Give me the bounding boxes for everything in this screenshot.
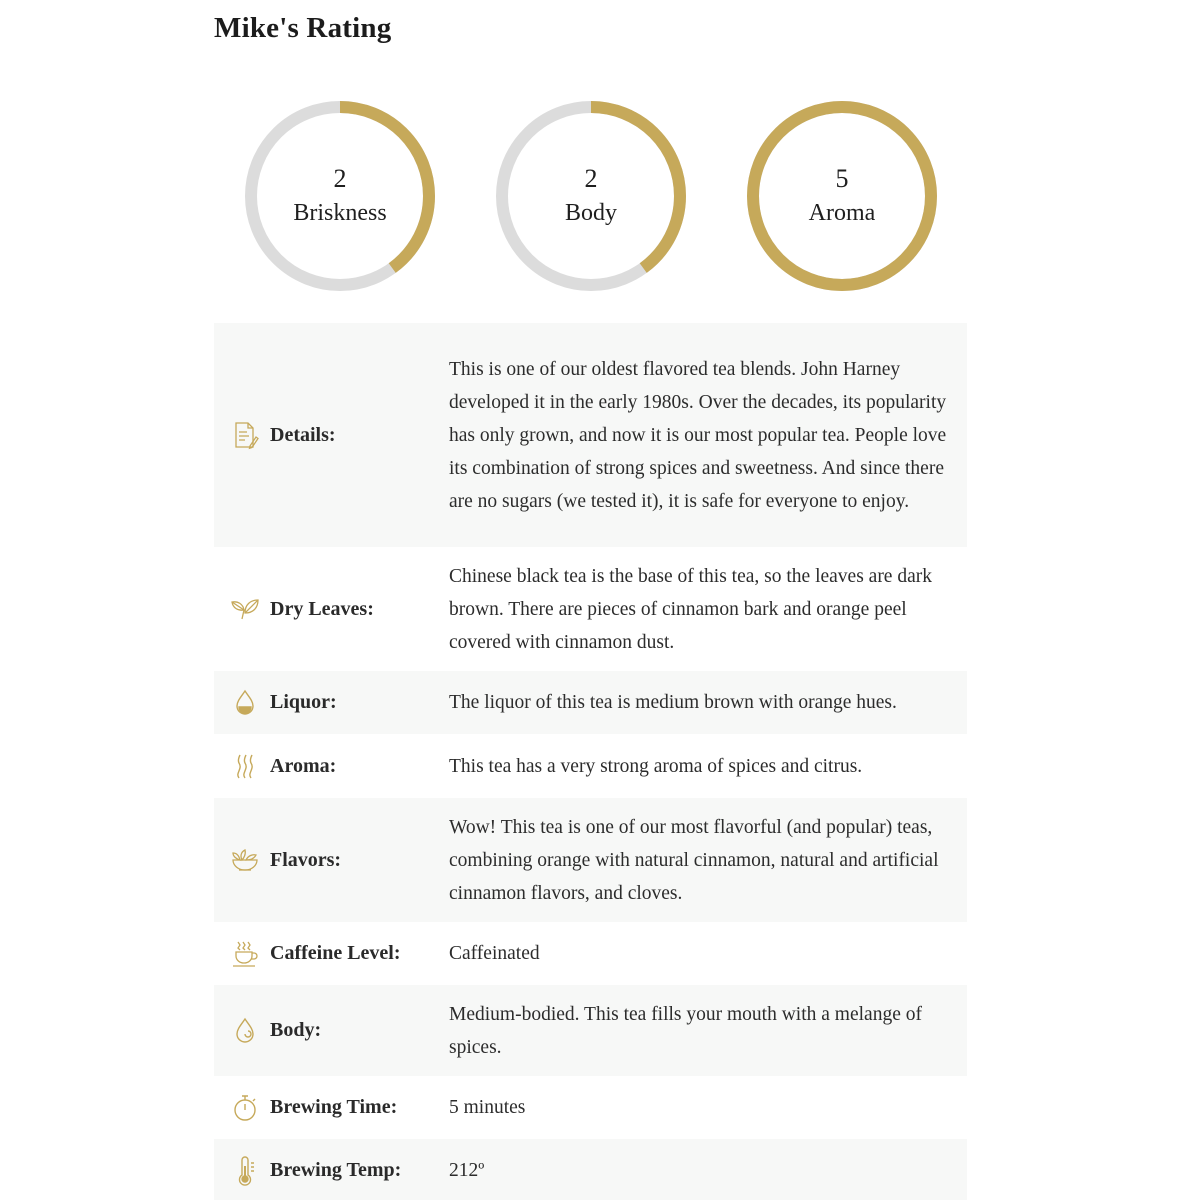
aroma-waves-icon: [228, 749, 262, 783]
detail-row-aroma: [214, 734, 967, 798]
page-title: Mike's Rating: [214, 12, 392, 44]
detail-text: 5 minutes: [449, 1097, 526, 1118]
detail-label: Caffeine Level:: [270, 942, 401, 964]
stopwatch-icon: [228, 1091, 262, 1125]
gauge-briskness: [244, 100, 436, 292]
detail-label: Brewing Time:: [270, 1096, 398, 1118]
gauge-value: 5: [835, 164, 849, 193]
gauge-value: 2: [584, 164, 598, 193]
gauge-value: 2: [333, 164, 347, 193]
detail-text: This tea has a very strong aroma of spices and citrus.: [449, 755, 863, 777]
gauge-aroma: [746, 100, 938, 292]
gauge-label: Briskness: [293, 200, 387, 226]
detail-row-body: [214, 985, 967, 1076]
detail-text: 212º: [449, 1160, 485, 1181]
rating-gauges: [0, 0, 1200, 320]
detail-row-dry-leaves: [214, 547, 967, 671]
detail-text: Wow! This tea is one of our most flavorful (and popular) teas, combining orange with natural cinnamon, natural and artificial cinnamon flavors, and cloves.: [449, 816, 939, 904]
detail-row-brewing-time: [214, 1076, 967, 1139]
detail-label: Flavors:: [270, 848, 342, 871]
detail-text: This is one of our oldest flavored tea blends. John Harney developed it in the early 1980s. Over the decades, its popularity has only grown, and now it is our most popular tea. People love its combination of strong spices and sweetness. And since there are no sugars (we tested it), it is safe for everyone to enjoy.: [449, 358, 947, 512]
mortar-herbs-icon: [228, 843, 262, 877]
detail-row-flavors: [214, 798, 967, 922]
detail-text: Chinese black tea is the base of this tea, so the leaves are dark brown. There are pieces of cinnamon bark and orange peel covered with cinnamon dust.: [449, 565, 932, 653]
detail-label: Dry Leaves:: [270, 597, 374, 620]
gauge-label: Body: [564, 200, 617, 226]
leaves-icon: [228, 592, 262, 626]
detail-label: Details:: [270, 423, 336, 446]
hot-cup-icon: [228, 937, 262, 971]
detail-row-brewing-temp: [214, 1139, 967, 1200]
drop-swirl-icon: [228, 1014, 262, 1048]
gauge-label: Aroma: [808, 200, 876, 226]
detail-label: Aroma:: [270, 754, 337, 777]
detail-label: Body:: [270, 1019, 322, 1041]
detail-label: Brewing Temp:: [270, 1159, 402, 1181]
document-pen-icon: [228, 418, 262, 452]
detail-row-caffeine-level: [214, 922, 967, 985]
detail-text: Medium-bodied. This tea fills your mouth with a melange of spices.: [449, 1003, 922, 1058]
gauge-body: [495, 100, 687, 292]
detail-row-details: [214, 323, 967, 547]
detail-label: Liquor:: [270, 691, 337, 713]
thermometer-icon: [228, 1154, 262, 1188]
detail-text: The liquor of this tea is medium brown with orange hues.: [449, 692, 897, 713]
droplet-icon: [228, 686, 262, 720]
tea-details-table: [214, 323, 967, 1200]
detail-text: Caffeinated: [449, 943, 540, 964]
detail-row-liquor: [214, 671, 967, 734]
